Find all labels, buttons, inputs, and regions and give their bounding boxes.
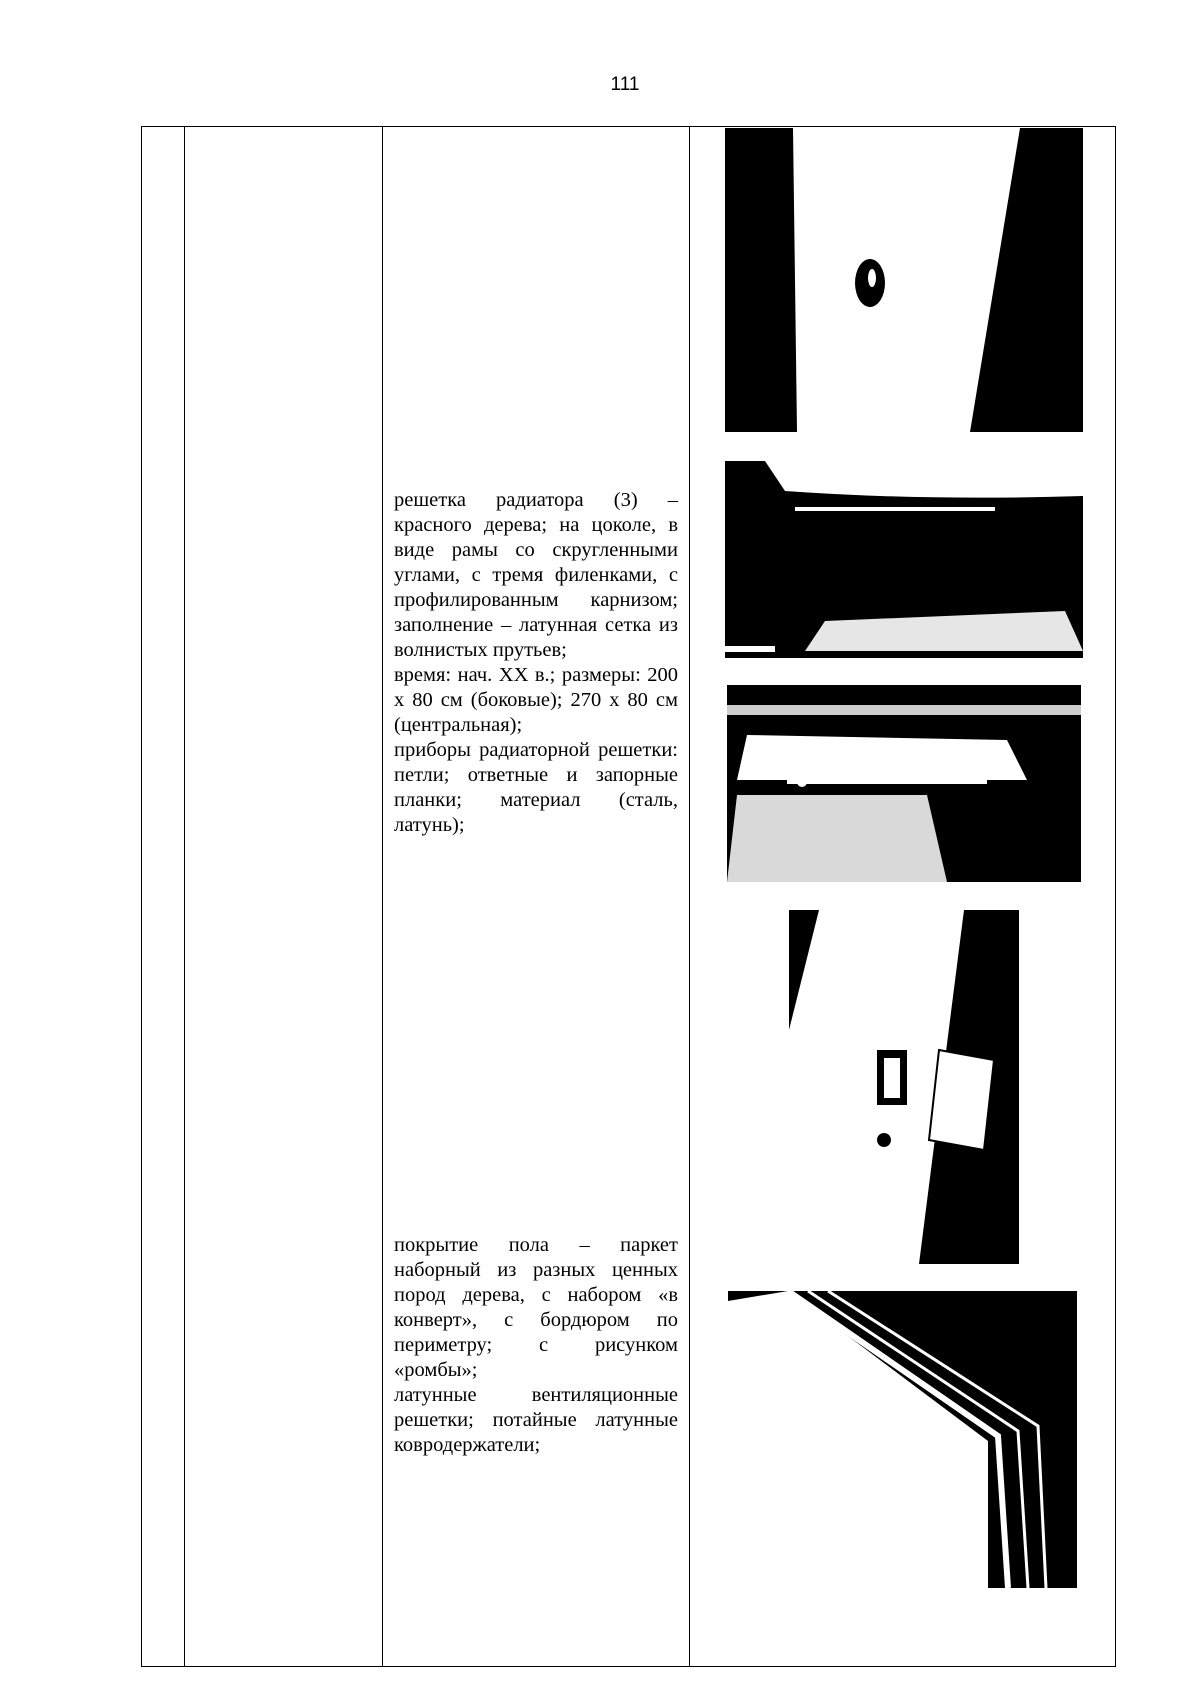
photo-lock-plate-ruler [789,910,1019,1264]
column-divider [382,127,383,1666]
photo-parquet-corner [728,1291,1077,1588]
column-divider [689,127,690,1666]
photo-grille-hinge [727,685,1081,882]
photo-grille-top [725,461,1083,658]
floor-description [394,1233,678,1458]
radiator-description [394,488,678,838]
radiator-text-1: решетка радиатора (3) – красного дерева; на цоколе, в виде рамы со скругленными углами, с тремя филенками, с профилированным карнизом; заполнение – латунная сетка из волнистых прутьев; [394,489,678,661]
photo-radiator-lock [725,128,1083,432]
floor-text-2: латунные вентиляционные решетки; потайные латунные ковродержатели; [394,1384,678,1456]
page-number: 111 [610,74,640,95]
floor-text-1: покрытие пола – паркет наборный из разных ценных пород дерева, с набором «в конверт», с бордюром по периметру; с рисунком «ромбы»; [394,1234,678,1381]
radiator-text-2: время: нач. XX в.; размеры: 200 х 80 см (боковые); 270 х 80 см (центральная); [394,664,678,736]
radiator-text-3: приборы радиаторной решетки: петли; ответные и запорные планки; материал (сталь, латунь); [394,739,678,836]
column-divider [184,127,185,1666]
